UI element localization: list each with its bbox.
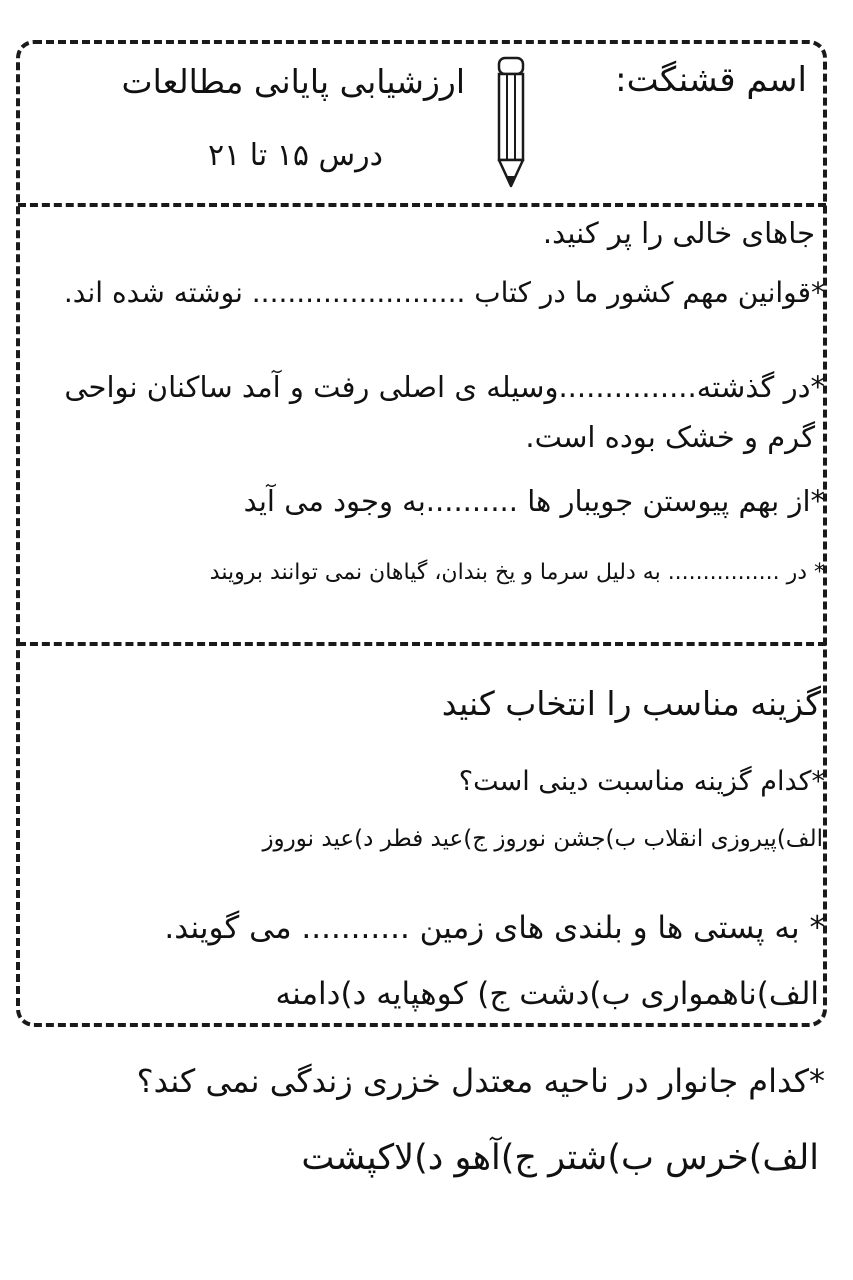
- section1-question-2-line1: *در گذشته...............وسیله ی اصلی رفت و آمد ساکنان نواحی: [64, 370, 825, 404]
- name-label: اسم قشنگت:: [615, 60, 807, 100]
- section1-question-2-line2: گرم و خشک بوده است.: [525, 420, 815, 454]
- header-divider: [18, 203, 826, 207]
- section2-heading: گزینه مناسب را انتخاب کنید: [441, 684, 821, 723]
- section2-question-3-options: الف)خرس ب)شتر ج)آهو د)لاکپشت: [301, 1138, 819, 1178]
- section2-question-3: *کدام جانوار در ناحیه معتدل خزری زندگی نمی کند؟: [136, 1062, 825, 1100]
- section1-heading: جاهای خالی را پر کنید.: [542, 216, 815, 250]
- section1-question-4: * در ................ به دلیل سرما و یخ بندان، گیاهان نمی توانند برویند: [209, 560, 825, 585]
- worksheet-title: ارزشیابی پایانی مطالعات: [121, 62, 465, 101]
- pencil-icon: [494, 54, 528, 190]
- section2-question-1-options: الف)پیروزی انقلاب ب)جشن نوروز ج)عید فطر د)عید نوروز: [262, 826, 823, 852]
- section2-question-1: *کدام گزینه مناسبت دینی است؟: [458, 766, 825, 797]
- section1-question-3: *از بهم پیوستن جویبار ها ..........به وجود می آید: [243, 484, 825, 518]
- worksheet-subtitle: درس ۱۵ تا ۲۱: [207, 138, 383, 173]
- section2-question-2-options: الف)ناهمواری ب)دشت ج) کوهپایه د)دامنه: [275, 976, 819, 1012]
- section2-question-2: * به پستی ها و بلندی های زمین ........... می گویند.: [164, 910, 825, 946]
- worksheet-border: [16, 40, 827, 1027]
- section1-question-1: *قوانین مهم کشور ما در کتاب ........................ نوشته شده اند.: [63, 276, 825, 309]
- section-divider: [18, 642, 826, 646]
